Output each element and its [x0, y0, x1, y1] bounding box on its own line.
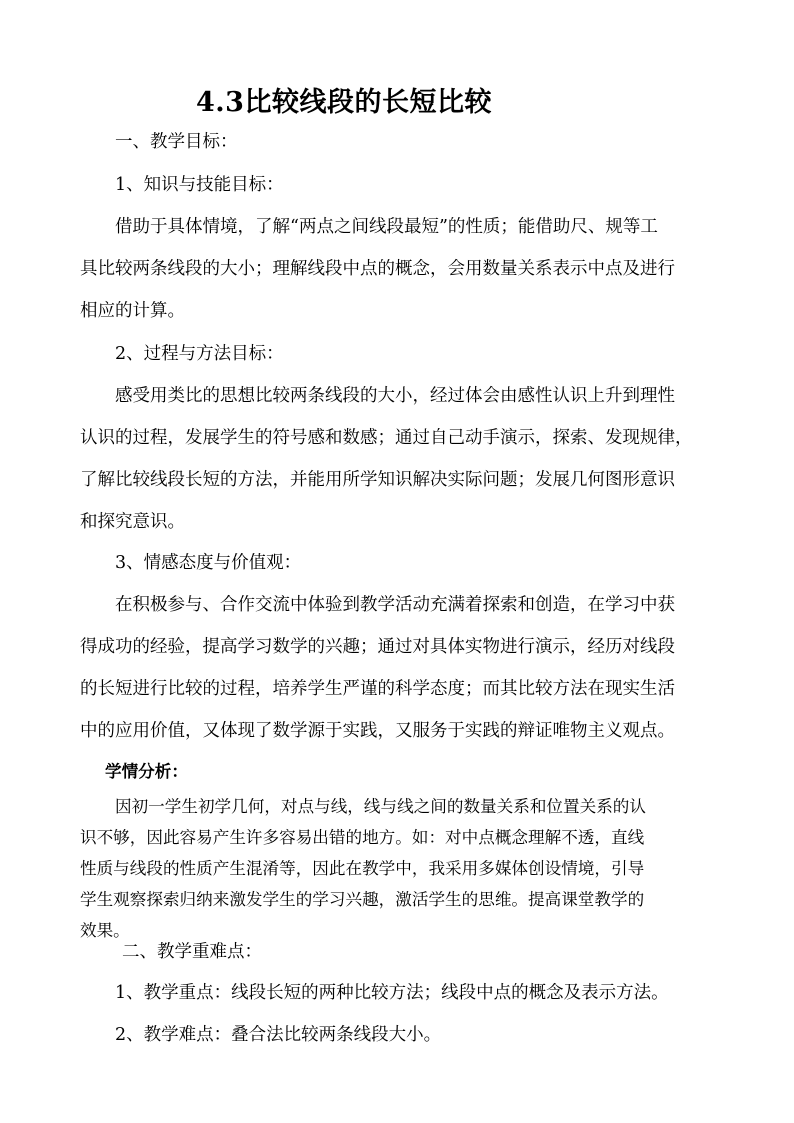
- goal2-line: 感受用类比的思想比较两条线段的大小，经过体会由感性认识上升到理性: [115, 386, 675, 406]
- goal2-heading: 2、过程与方法目标：: [115, 344, 284, 364]
- goal2-line: 和探究意识。: [80, 512, 185, 532]
- section-heading-key-difficult: 二、教学重难点：: [122, 942, 262, 962]
- difficult-point: 2、教学难点：叠合法比较两条线段大小。: [115, 1025, 442, 1045]
- goal2-line: 认识的过程，发展学生的符号感和数感；通过自己动手演示，探索、发现规律，: [80, 428, 693, 448]
- analysis-line: 效果。: [80, 921, 130, 940]
- goal1-line: 借助于具体情境，了解“两点之间线段最短”的性质；能借助尺、规等工: [115, 217, 658, 237]
- goal1-line: 相应的计算。: [80, 301, 185, 321]
- goal3-line: 的长短进行比较的过程，培养学生严谨的科学态度；而其比较方法在现实生活: [80, 679, 675, 699]
- goal3-heading: 3、情感态度与价值观：: [115, 553, 302, 573]
- analysis-line: 因初一学生初学几何，对点与线，线与线之间的数量关系和位置关系的认: [115, 797, 646, 816]
- document-title: 4.3比较线段的长短比较: [196, 87, 492, 118]
- analysis-heading: 学情分析：: [105, 761, 188, 781]
- key-point: 1、教学重点：线段长短的两种比较方法；线段中点的概念及表示方法。: [115, 983, 669, 1003]
- goal3-line: 中的应用价值，又体现了数学源于实践，又服务于实践的辩证唯物主义观点。: [80, 721, 675, 741]
- section-heading-goals: 一、教学目标：: [115, 132, 238, 152]
- analysis-line: 性质与线段的性质产生混淆等，因此在教学中，我采用多媒体创设情境，引导: [80, 859, 645, 878]
- goal3-line: 在积极参与、合作交流中体验到教学活动充满着探索和创造，在学习中获: [115, 595, 675, 615]
- goal3-line: 得成功的经验，提高学习数学的兴趣；通过对具体实物进行演示，经历对线段: [80, 637, 675, 657]
- analysis-line: 学生观察探索归纳来激发学生的学习兴趣，激活学生的思维。提高课堂教学的: [80, 890, 645, 909]
- goal1-line: 具比较两条线段的大小；理解线段中点的概念，会用数量关系表示中点及进行: [80, 259, 675, 279]
- goal1-heading: 1、知识与技能目标：: [115, 175, 284, 195]
- goal2-line: 了解比较线段长短的方法，并能用所学知识解决实际问题；发展几何图形意识: [80, 470, 675, 490]
- analysis-line: 识不够，因此容易产生许多容易出错的地方。如：对中点概念理解不透，直线: [80, 828, 645, 847]
